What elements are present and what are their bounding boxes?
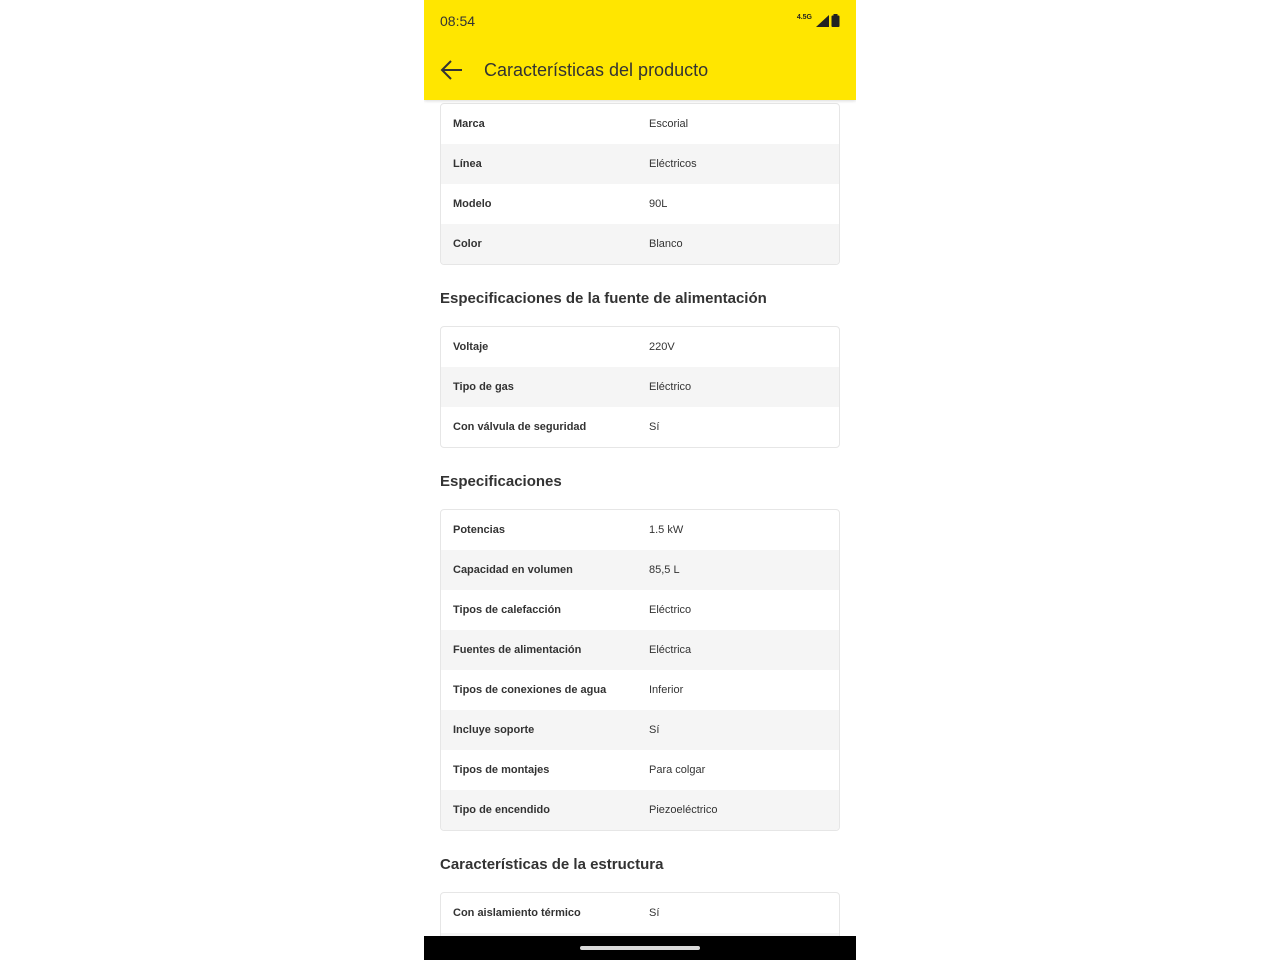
page-title: Características del producto [484, 60, 709, 80]
spec-row [441, 144, 839, 184]
back-button[interactable] [434, 52, 470, 88]
spec-value: Piezoeléctrico [649, 804, 718, 816]
spec-row [441, 224, 839, 264]
spec-key: Incluye soporte [453, 724, 535, 736]
spec-key: Con aislamiento térmico [453, 907, 581, 919]
spec-value: Blanco [649, 238, 683, 250]
home-gesture-handle[interactable] [580, 946, 700, 950]
spec-table-power-supply [440, 326, 840, 448]
spec-key: Tipos de conexiones de agua [453, 684, 607, 696]
spec-row [441, 510, 839, 550]
spec-value: Eléctrico [649, 604, 692, 616]
spec-row [441, 104, 839, 144]
spec-value: Eléctricos [649, 158, 697, 170]
spec-value: 1.5 kW [649, 524, 684, 536]
spec-key: Capacidad en volumen [453, 564, 573, 576]
spec-key: Tipo de encendido [453, 804, 550, 816]
spec-value: 220V [649, 341, 675, 353]
spec-row [441, 327, 839, 367]
spec-key: Potencias [453, 524, 505, 536]
arrow-left-icon [440, 60, 464, 80]
system-nav-bar [424, 936, 856, 960]
spec-value: Escorial [649, 118, 689, 130]
spec-key: Línea [453, 158, 482, 170]
signal-icon [816, 15, 829, 27]
spec-row [441, 670, 839, 710]
spec-row [441, 550, 839, 590]
spec-value: Sí [649, 724, 660, 736]
spec-key: Tipo de gas [453, 381, 514, 393]
spec-value: Inferior [649, 684, 684, 696]
spec-value: 85,5 L [649, 564, 680, 576]
spec-row [441, 893, 839, 933]
spec-key: Tipos de calefacción [453, 604, 562, 616]
spec-row [441, 367, 839, 407]
battery-icon [831, 14, 840, 27]
app-header [424, 0, 856, 100]
spec-key: Tipos de montajes [453, 764, 550, 776]
spec-key: Voltaje [453, 341, 489, 353]
spec-key: Fuentes de alimentación [453, 644, 582, 656]
spec-row [441, 590, 839, 630]
spec-row [441, 184, 839, 224]
characteristics-list [440, 103, 840, 960]
status-icons [797, 14, 840, 27]
spec-row [441, 710, 839, 750]
section-title-power-supply: Especificaciones de la fuente de alimentación [440, 290, 767, 307]
spec-row [441, 407, 839, 447]
phone-screen [424, 0, 856, 960]
spec-value: Sí [649, 907, 660, 919]
spec-key: Marca [453, 118, 485, 130]
section-title-specifications: Especificaciones [440, 473, 562, 490]
spec-key: Color [453, 238, 482, 250]
spec-row [441, 630, 839, 670]
status-time: 08:54 [440, 13, 476, 29]
spec-value: Para colgar [649, 764, 706, 776]
spec-row [441, 790, 839, 830]
section-title-structure: Características de la estructura [440, 856, 664, 873]
spec-table-general [440, 103, 840, 265]
spec-row [441, 750, 839, 790]
spec-value: Eléctrico [649, 381, 692, 393]
network-type-label: 4.5G [796, 14, 812, 21]
spec-value: Eléctrica [649, 644, 692, 656]
spec-table-specifications [440, 509, 840, 831]
spec-value: Sí [649, 421, 660, 433]
spec-value: 90L [649, 198, 668, 210]
spec-key: Modelo [453, 198, 492, 210]
spec-key: Con válvula de seguridad [453, 421, 587, 433]
